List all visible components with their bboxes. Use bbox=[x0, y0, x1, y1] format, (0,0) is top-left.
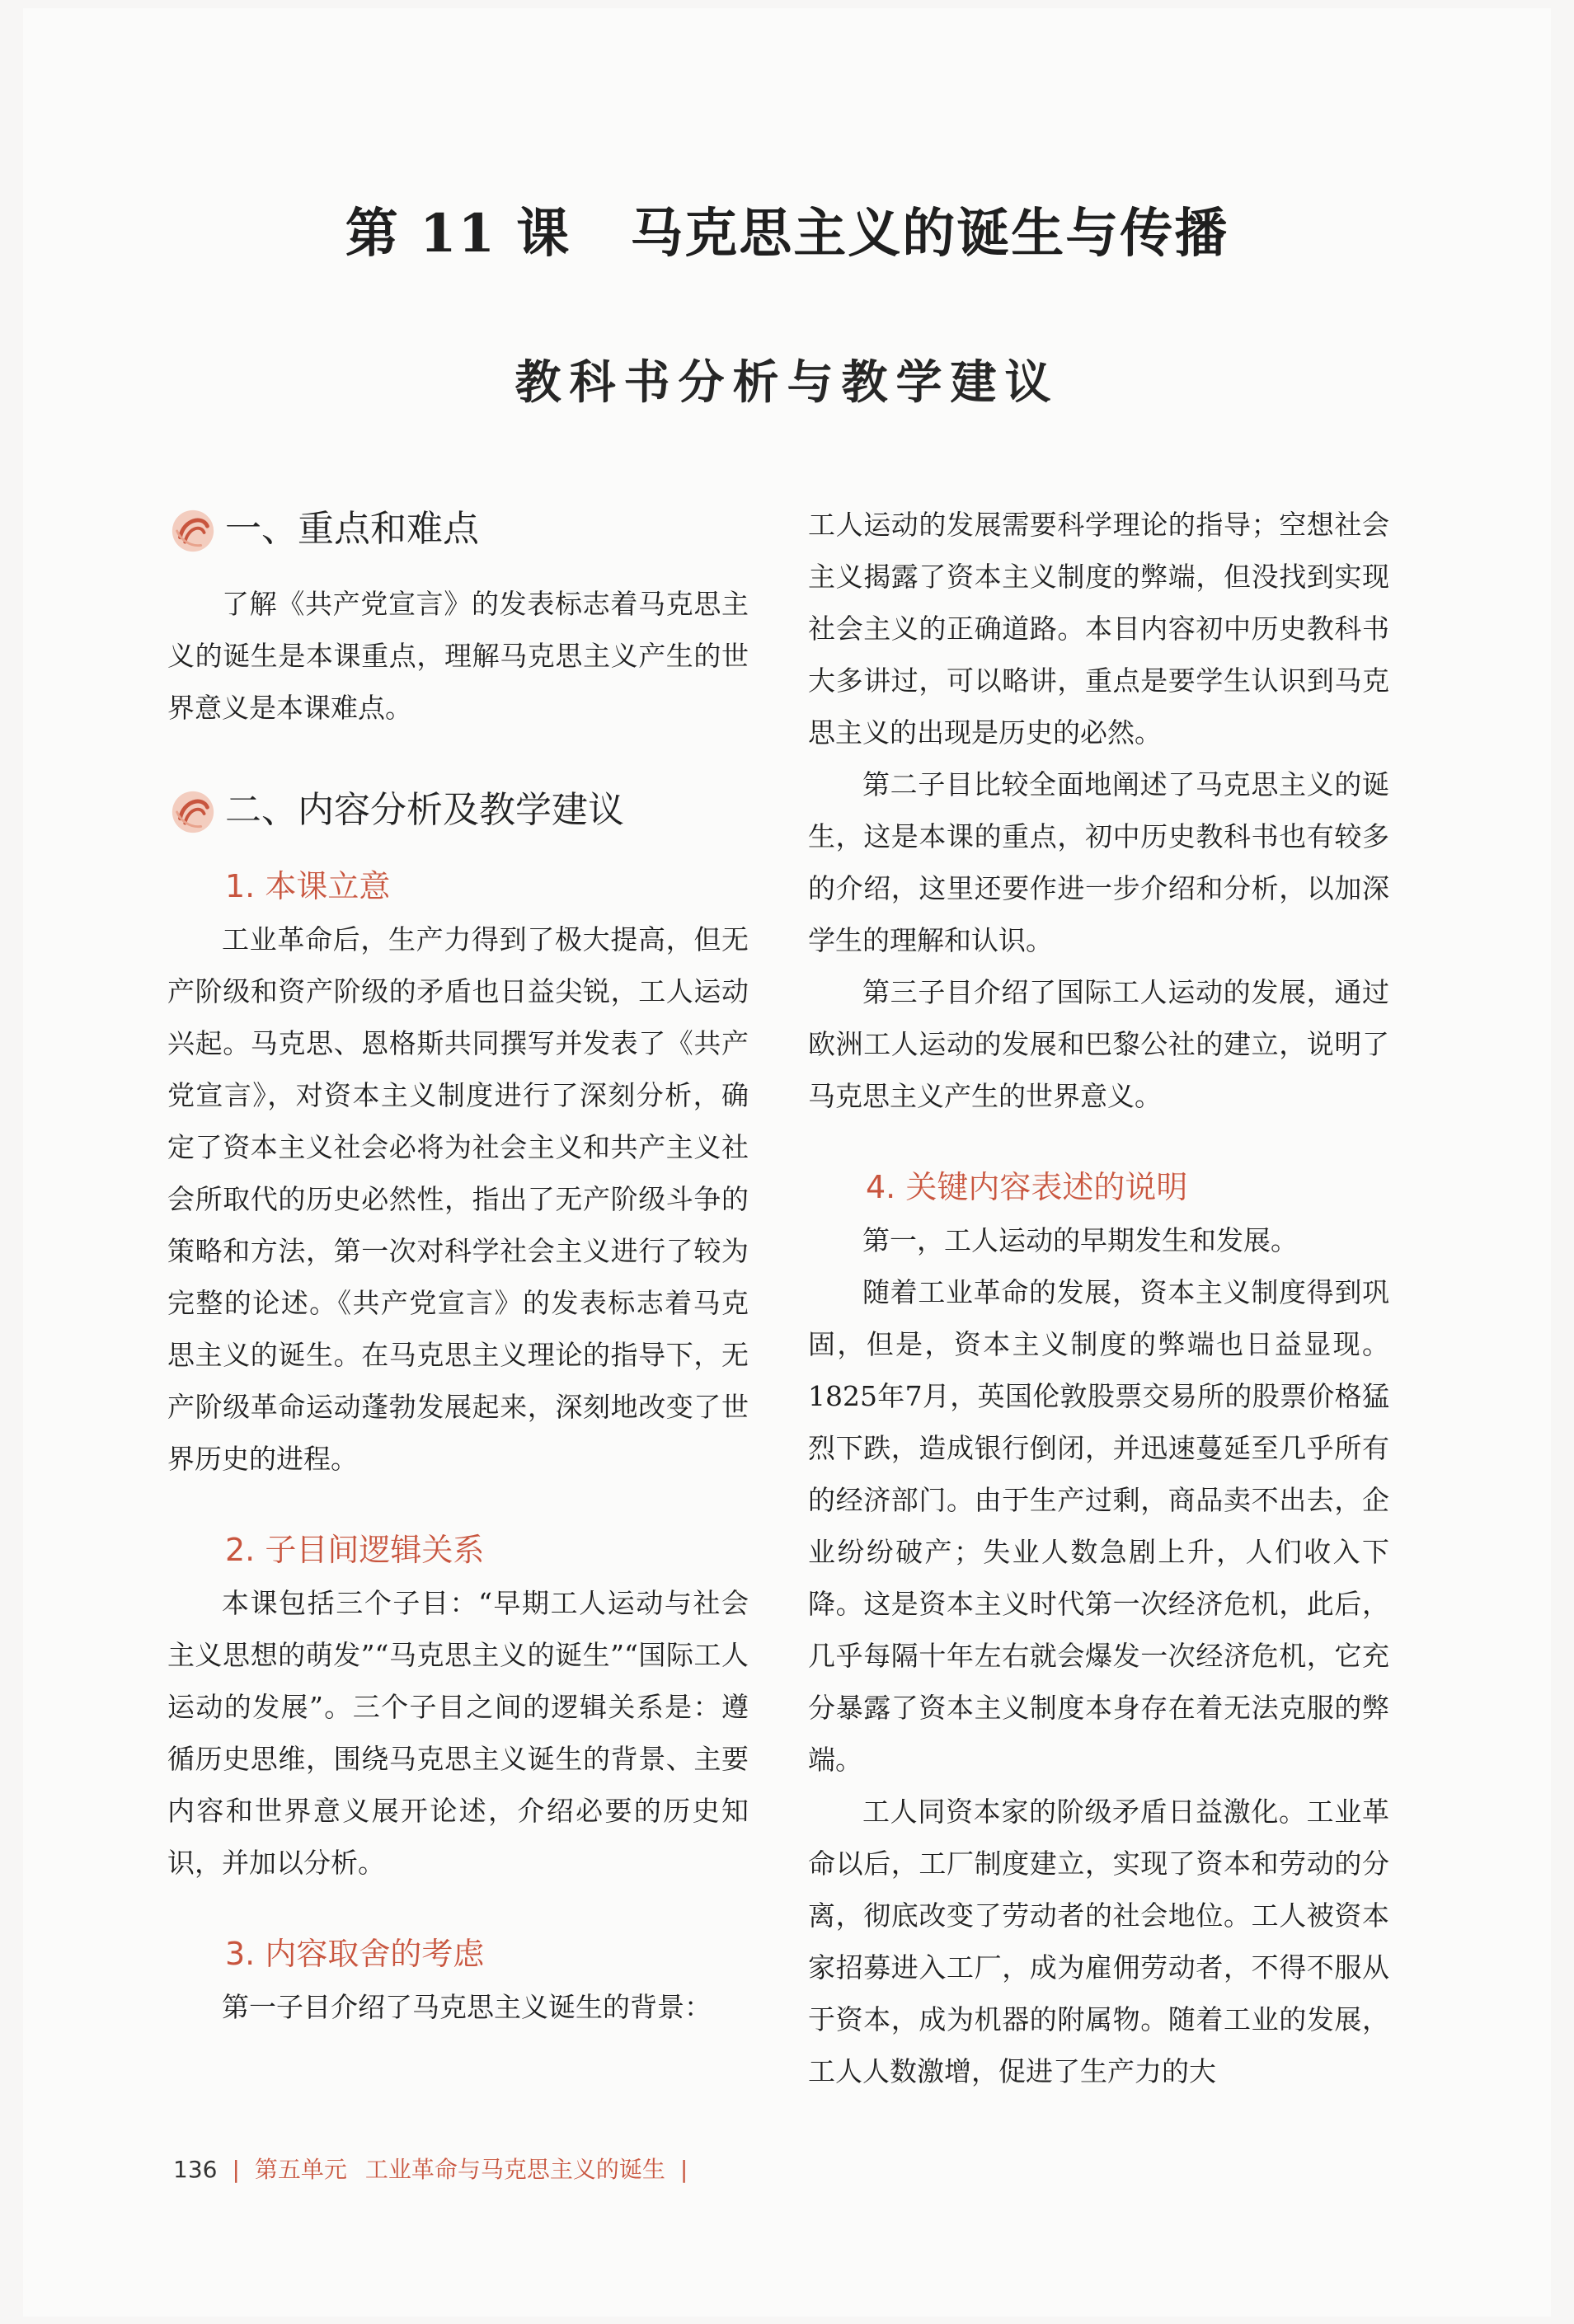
heading-content-analysis-text: 二、内容分析及教学建议 bbox=[225, 789, 624, 831]
left-column bbox=[167, 499, 749, 2033]
paragraph: 工业革命后，生产力得到了极大提高，但无产阶级和资产阶级的矛盾也日益尖锐，工人运动兴起。马克思、恩格斯共同撰写并发表了《共产党宣言》，对资本主义制度进行了深刻分析，确定了资本主义社会必将为社会主义和共产主义社会所取代的历史必然性，指出了无产阶级斗争的策略和方法，第一次对科学社会主义进行了较为完整的论述。《共产党宣言》的发表标志着马克思主义的诞生。在马克思主义理论的指导下，无产阶级革命运动蓬勃发展起来，深刻地改变了世界历史的进程。 bbox=[167, 923, 749, 1475]
heading-content-analysis bbox=[167, 780, 749, 841]
section-title: 教科书分析与教学建议 bbox=[514, 356, 1060, 410]
paragraph: 本课包括三个子目：“早期工人运动与社会主义思想的萌发”“马克思主义的诞生”“国际工人运动的发展”。三个子目之间的逻辑关系是：遵循历史思维，围绕马克思主义诞生的背景、主要内容和世界意义展开论述，介绍必要的历史知识，并加以分析。 bbox=[167, 1587, 749, 1879]
subheading-logic: 2. 子目间逻辑关系 bbox=[225, 1532, 485, 1568]
unit-title: 工业革命与马克思主义的诞生 bbox=[364, 2156, 665, 2183]
lesson-title-text: 马克思主义的诞生与传播 bbox=[630, 203, 1229, 265]
swirl-bullet-icon bbox=[169, 788, 217, 836]
heading-key-points-text: 一、重点和难点 bbox=[225, 508, 479, 550]
right-column bbox=[808, 499, 1389, 2097]
heading-key-points bbox=[167, 499, 749, 560]
paragraph: 随着工业革命的发展，资本主义制度得到巩固，但是，资本主义制度的弊端也日益显现。1825年7月，英国伦敦股票交易所的股票价格猛烈下跌，造成银行倒闭，并迅速蔓延至几乎所有的经济部门。由于生产过剩，商品卖不出去，企业纷纷破产；失业人数急剧上升，人们收入下降。这是资本主义时代第一次经济危机，此后，几乎每隔十年左右就会爆发一次经济危机，它充分暴露了资本主义制度本身存在着无法克服的弊端。 bbox=[808, 1276, 1389, 1776]
footer-separator-end: | bbox=[679, 2156, 688, 2183]
paragraph: 第一，工人运动的早期发生和发展。 bbox=[862, 1224, 1298, 1256]
page-number: 136 bbox=[173, 2156, 218, 2183]
paragraph: 第三子目介绍了国际工人运动的发展，通过欧洲工人运动的发展和巴黎公社的建立，说明了马克思主义产生的世界意义。 bbox=[808, 976, 1389, 1112]
paragraph: 第二子目比较全面地阐述了马克思主义的诞生，这是本课的重点，初中历史教科书也有较多的介绍，这里还要作进一步介绍和分析，以加深学生的理解和认识。 bbox=[808, 768, 1389, 956]
paragraph: 工人同资本家的阶级矛盾日益激化。工业革命以后，工厂制度建立，实现了资本和劳动的分离，彻底改变了劳动者的社会地位。工人被资本家招募进入工厂，成为雇佣劳动者，不得不服从于资本，成为机器的附属物。随着工业的发展，工人人数激增，促进了生产力的大 bbox=[808, 1796, 1389, 2087]
swirl-bullet-icon bbox=[169, 507, 217, 555]
page-footer bbox=[173, 2152, 702, 2185]
paragraph: 了解《共产党宣言》的发表标志着马克思主义的诞生是本课重点，理解马克思主义产生的世界意义是本课难点。 bbox=[167, 588, 749, 724]
footer-separator: | bbox=[232, 2156, 240, 2183]
lesson-number: 第 11 课 bbox=[345, 203, 571, 265]
subheading-lesson-purpose: 1. 本课立意 bbox=[225, 868, 391, 904]
paragraph: 工人运动的发展需要科学理论的指导；空想社会主义揭露了资本主义制度的弊端，但没找到实现社会主义的正确道路。本目内容初中历史教科书大多讲过，可以略讲，重点是要学生认识到马克思主义的出现是历史的必然。 bbox=[808, 509, 1389, 749]
lesson-title bbox=[0, 191, 1574, 267]
paragraph: 第一子目介绍了马克思主义诞生的背景： bbox=[222, 1991, 712, 2023]
unit-label: 第五单元 bbox=[254, 2156, 347, 2183]
subheading-key-content: 4. 关键内容表述的说明 bbox=[866, 1169, 1188, 1205]
subheading-content-selection: 3. 内容取舍的考虑 bbox=[225, 1936, 485, 1972]
